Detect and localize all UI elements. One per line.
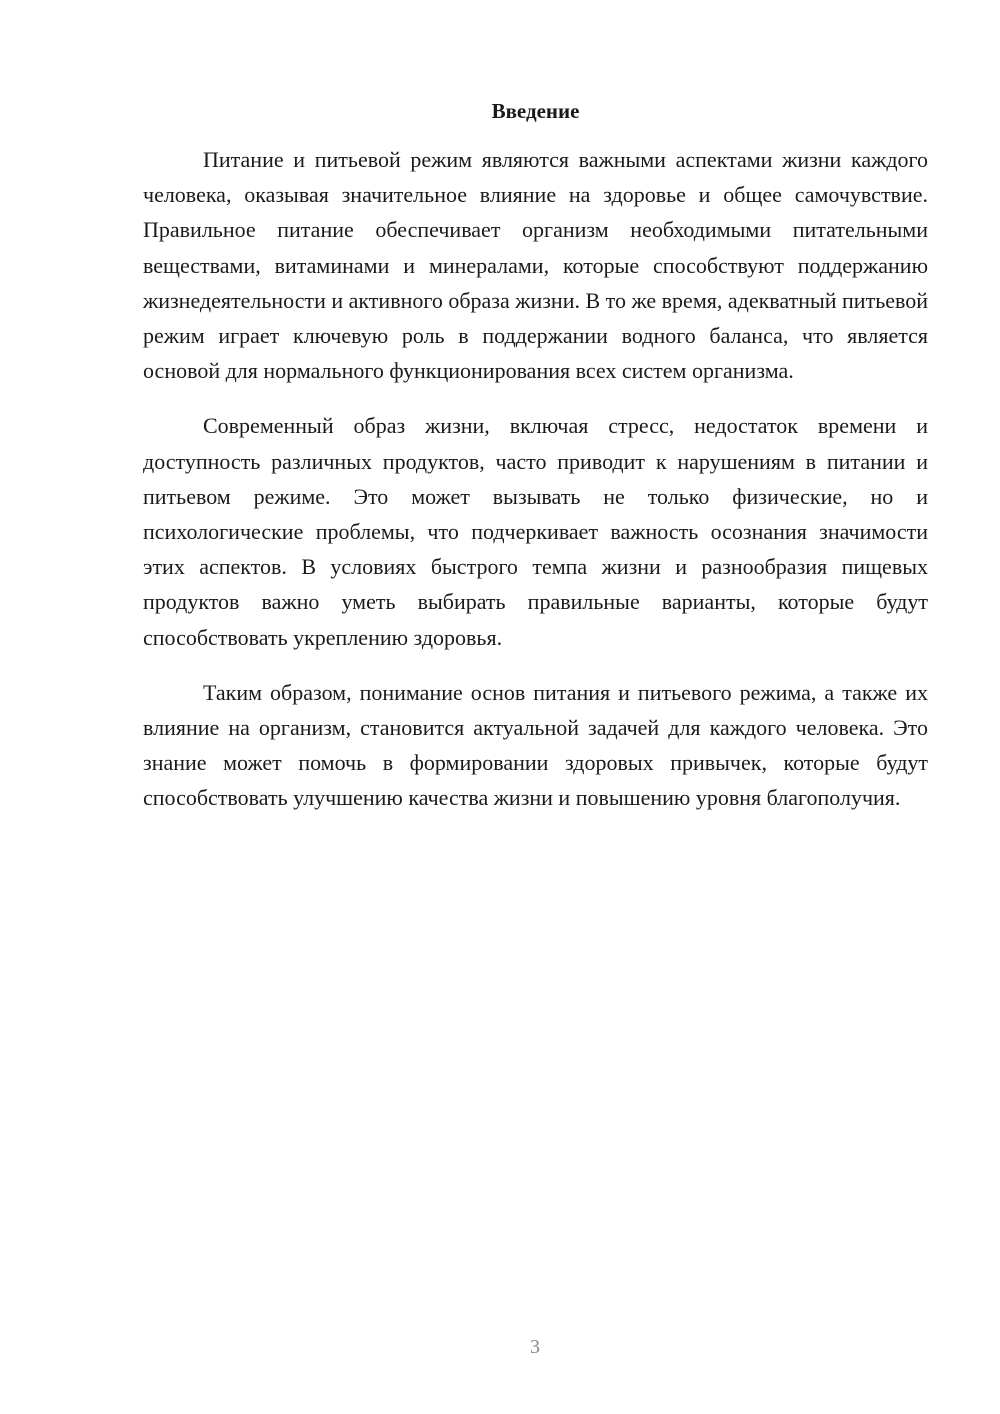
paragraph-1: Питание и питьевой режим являются важными аспектами жизни каждого человека, оказывая значительное влияние на здоровье и общее самочувствие. Правильное питание обеспечивает организм необходимыми питательными веществами, витаминами и минералами, которые способствуют поддержанию жизнедеятельности и активного образа жизни. В то же время, адекватный питьевой режим играет ключевую роль в поддержании водного баланса, что является основой для нормального функционирования всех систем организма. — [143, 147, 928, 384]
page-number: 3 — [530, 1336, 540, 1358]
body-text — [143, 142, 928, 816]
paragraph-3: Таким образом, понимание основ питания и питьевого режима, а также их влияние на организм, становится актуальной задачей для каждого человека. Это знание может помочь в формировании здоровых привычек, которые будут способствовать улучшению качества жизни и повышению уровня благополучия. — [143, 679, 928, 811]
paragraph-2: Современный образ жизни, включая стресс, недостаток времени и доступность различных продуктов, часто приводит к нарушениям в питании и питьевом режиме. Это может вызывать не только физические, но и психологические проблемы, что подчеркивает важность осознания значимости этих аспектов. В условиях быстрого темпа жизни и разнообразия пищевых продуктов важно уметь выбирать правильные варианты, которые будут способствовать укреплению здоровья. — [143, 413, 928, 650]
section-title: Введение — [491, 99, 580, 123]
